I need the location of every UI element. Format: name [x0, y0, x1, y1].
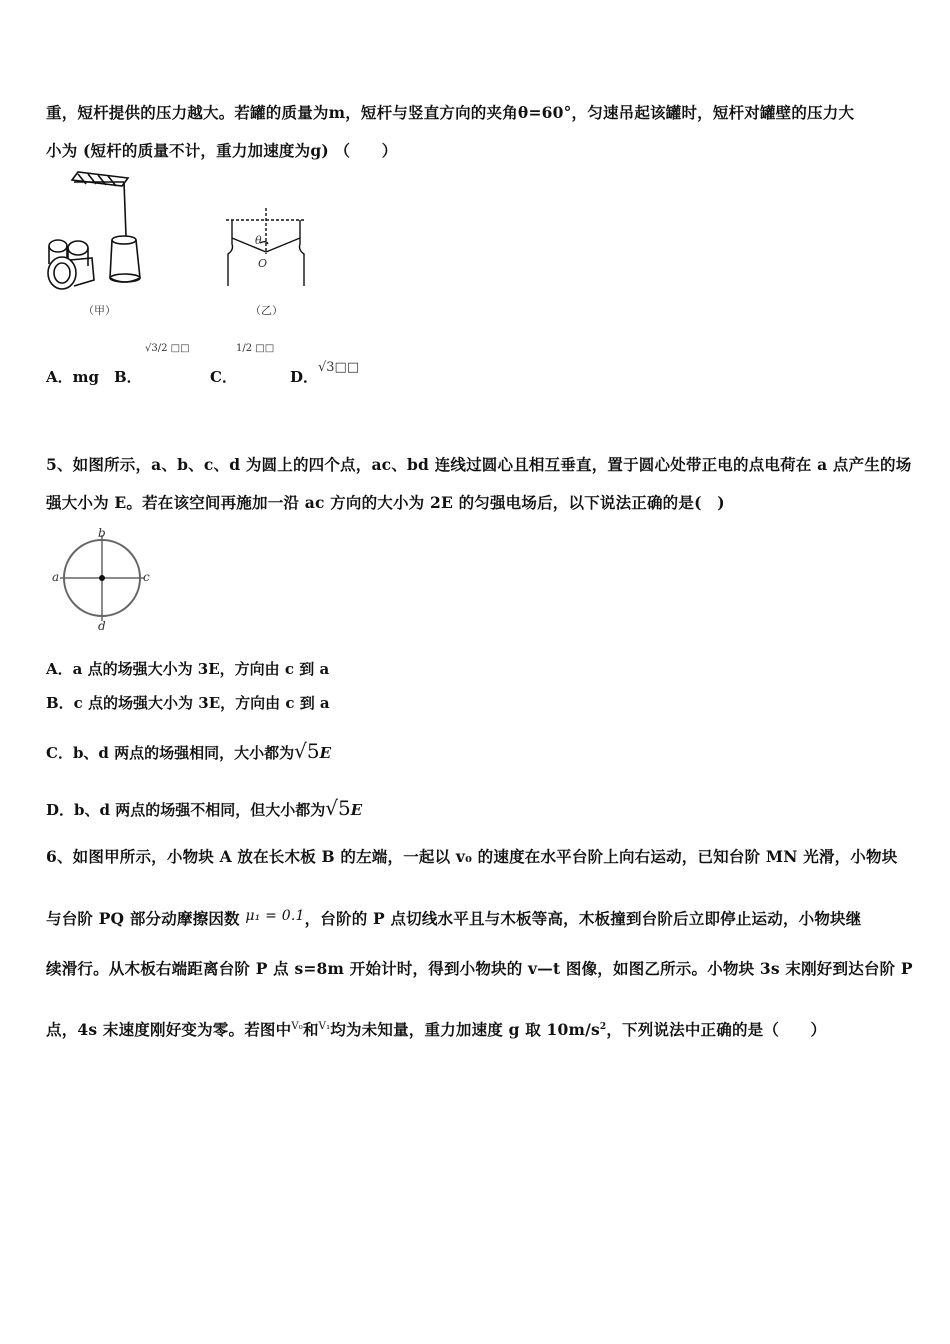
q4-option-d: D． [290, 368, 319, 386]
q6-stem-line4-c: 均为未知量，重力加速度 g 取 10m/s [330, 1020, 600, 1039]
q6-stem-line2 [46, 907, 861, 929]
q5-label-b: b [98, 526, 106, 540]
q5-label-d: d [98, 619, 106, 633]
q6-stem-line4-a: 点，4s 末速度刚好变为零。若图中 [46, 1020, 292, 1039]
q4-figure-yi-caption: （乙） [250, 304, 283, 317]
q4-figure-jia-caption: （甲） [83, 304, 116, 317]
q5-option-c-text: C．b、d 两点的场强相同，大小都为 [46, 744, 295, 762]
q5-label-c: c [143, 570, 150, 584]
q4-stem-line2: 小为 (短杆的质量不计，重力加速度为g) （ ） [46, 141, 398, 160]
q6-v0: V₀ [291, 1021, 303, 1032]
q5-option-c-sqrt5: √5 [294, 739, 320, 763]
q6-stem-line2-b: ，台阶的 P 点切线水平且与木板等高，木板撞到台阶后立即停止运动，小物块继 [304, 909, 862, 928]
q4-figure-yi-o: O [258, 257, 268, 270]
q4-figure-jia [40, 168, 160, 298]
q5-option-d [46, 796, 362, 820]
q5-label-a: a [52, 570, 60, 584]
q5-option-c [46, 739, 331, 763]
q4-figure-yi-theta: θ [255, 234, 262, 247]
q6-stem-line2-a: 与台阶 PQ 部分动摩擦因数 [46, 909, 240, 928]
q4-figure-yi [222, 206, 312, 298]
q4-option-b-math: √3/2 □□ [145, 343, 190, 354]
q5-stem-line1: 5、如图所示，a、b、c、d 为圆上的四个点，ac、bd 连线过圆心且相互垂直，置于圆心处带正电的点电荷在 a 点产生的场 [46, 455, 912, 474]
q5-option-c-e: E [319, 744, 332, 762]
q6-stem-line1: 6、如图甲所示，小物块 A 放在长木板 B 的左端，一起以 v₀ 的速度在水平台阶上向右运动，已知台阶 MN 光滑，小物块 [46, 847, 898, 866]
q6-stem-line4-d: ，下列说法中正确的是（ ） [606, 1020, 827, 1039]
q6-v1: V₁ [318, 1021, 331, 1032]
q4-option-b: B． [114, 368, 142, 386]
q4-option-c-math: 1/2 □□ [236, 343, 275, 354]
q5-option-d-e: E [350, 801, 363, 819]
q6-mu: μ₁ = 0.1 [245, 908, 305, 924]
q5-option-a: A．a 点的场强大小为 3E，方向由 c 到 a [46, 660, 330, 678]
q4-option-a: A．mg [46, 368, 99, 386]
q6-stem-line3: 续滑行。从木板右端距离台阶 P 点 s=8m 开始计时，得到小物块的 v—t 图像，如图乙所示。小物块 3s 末刚好到达台阶 P [46, 959, 913, 978]
q5-option-d-text: D．b、d 两点的场强不相同，但大小都为 [46, 801, 326, 819]
q6-stem-line4-b: 和 [302, 1020, 319, 1039]
q5-option-b: B．c 点的场强大小为 3E，方向由 c 到 a [46, 694, 330, 712]
q4-option-c: C． [210, 368, 237, 386]
q4-stem-line1: 重，短杆提供的压力越大。若罐的质量为m，短杆与竖直方向的夹角θ=60°，匀速吊起该罐时，短杆对罐壁的压力大 [46, 103, 855, 122]
q5-option-d-sqrt5: √5 [325, 796, 351, 820]
q5-circle-figure [50, 527, 156, 631]
q4-option-d-math: √3□□ [318, 360, 360, 375]
q6-squared: 2 [599, 1022, 607, 1032]
q6-stem-line4 [46, 1018, 826, 1040]
q5-stem-line2: 强大小为 E。若在该空间再施加一沿 ac 方向的大小为 2E 的匀强电场后，以下说法正确的是( ) [46, 493, 725, 512]
